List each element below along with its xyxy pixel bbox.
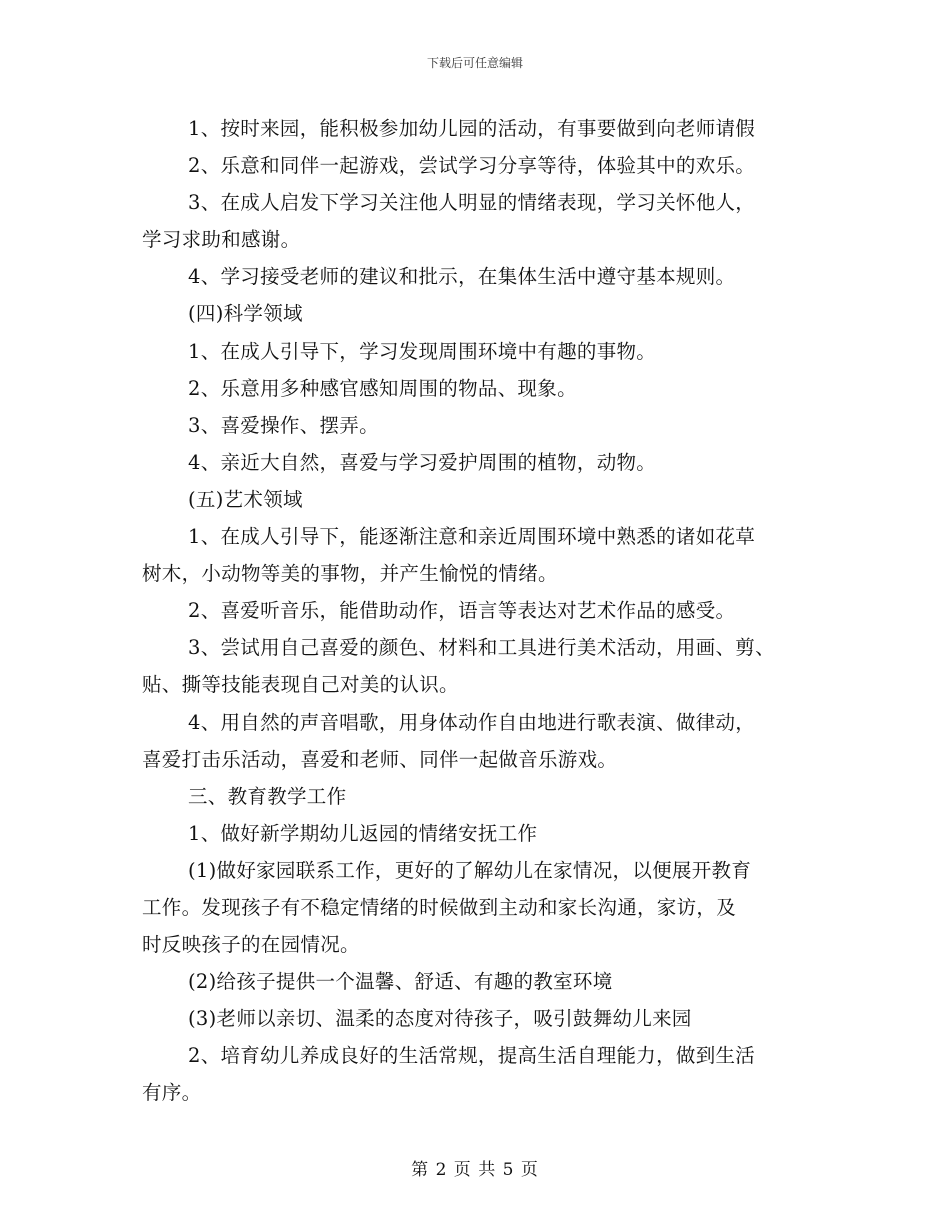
document-body (142, 110, 832, 1112)
text-line: 喜爱打击乐活动，喜爱和老师、同伴一起做音乐游戏。 (142, 747, 618, 771)
text-line: (3)老师以亲切、温柔的态度对待孩子，吸引鼓舞幼儿来园 (188, 1007, 692, 1031)
text-line: 1、在成人引导下，学习发现周围环境中有趣的事物。 (188, 339, 657, 363)
text-line: 4、学习接受老师的建议和批示，在集体生活中遵守基本规则。 (188, 265, 736, 289)
text-line: 有序。 (142, 1081, 202, 1105)
text-line: 2、乐意和同伴一起游戏，尝试学习分享等待，体验其中的欢乐。 (188, 154, 756, 178)
page-number-footer: 第 2 页 共 5 页 (411, 1160, 539, 1180)
text-line: 3、在成人启发下学习关注他人明显的情绪表现，学习关怀他人， (188, 191, 756, 215)
text-line: 贴、撕等技能表现自己对美的认识。 (142, 673, 459, 697)
text-line: 3、喜爱操作、摆弄。 (188, 413, 379, 437)
text-line: 1、按时来园，能积极参加幼儿园的活动，有事要做到向老师请假 (188, 117, 756, 140)
text-line: (四)科学领域 (188, 302, 303, 326)
text-line: 1、做好新学期幼儿返园的情绪安抚工作 (188, 821, 538, 845)
text-line: 2、培育幼儿养成良好的生活常规，提高生活自理能力，做到生活 (188, 1044, 756, 1068)
text-line: 学习求助和感谢。 (142, 228, 301, 252)
text-line: 4、亲近大自然，喜爱与学习爱护周围的植物，动物。 (188, 450, 657, 474)
text-line: 3、尝试用自己喜爱的颜色、材料和工具进行美术活动，用画、剪、 (188, 636, 775, 660)
text-line: 三、教育教学工作 (188, 784, 347, 808)
text-line: (五)艺术领域 (188, 487, 303, 511)
page-header-note: 下载后可任意编辑 (426, 56, 523, 70)
text-line: 1、在成人引导下，能逐渐注意和亲近周围环境中熟悉的诸如花草 (188, 525, 756, 549)
text-line: (2)给孩子提供一个温馨、舒适、有趣的教室环境 (188, 970, 613, 994)
text-line: 时反映孩子的在园情况。 (142, 933, 360, 957)
text-line: (1)做好家园联系工作，更好的了解幼儿在家情况，以便展开教育 (188, 858, 752, 882)
text-line: 工作。发现孩子有不稳定情绪的时候做到主动和家长沟通，家访，及 (142, 895, 737, 919)
text-line: 2、乐意用多种感官感知周围的物品、现象。 (188, 376, 577, 400)
text-line: 2、喜爱听音乐，能借助动作，语言等表达对艺术作品的感受。 (188, 599, 736, 623)
text-line: 4、用自然的声音唱歌，用身体动作自由地进行歌表演、做律动， (188, 710, 756, 734)
text-line: 树木，小动物等美的事物，并产生愉悦的情绪。 (142, 562, 558, 586)
